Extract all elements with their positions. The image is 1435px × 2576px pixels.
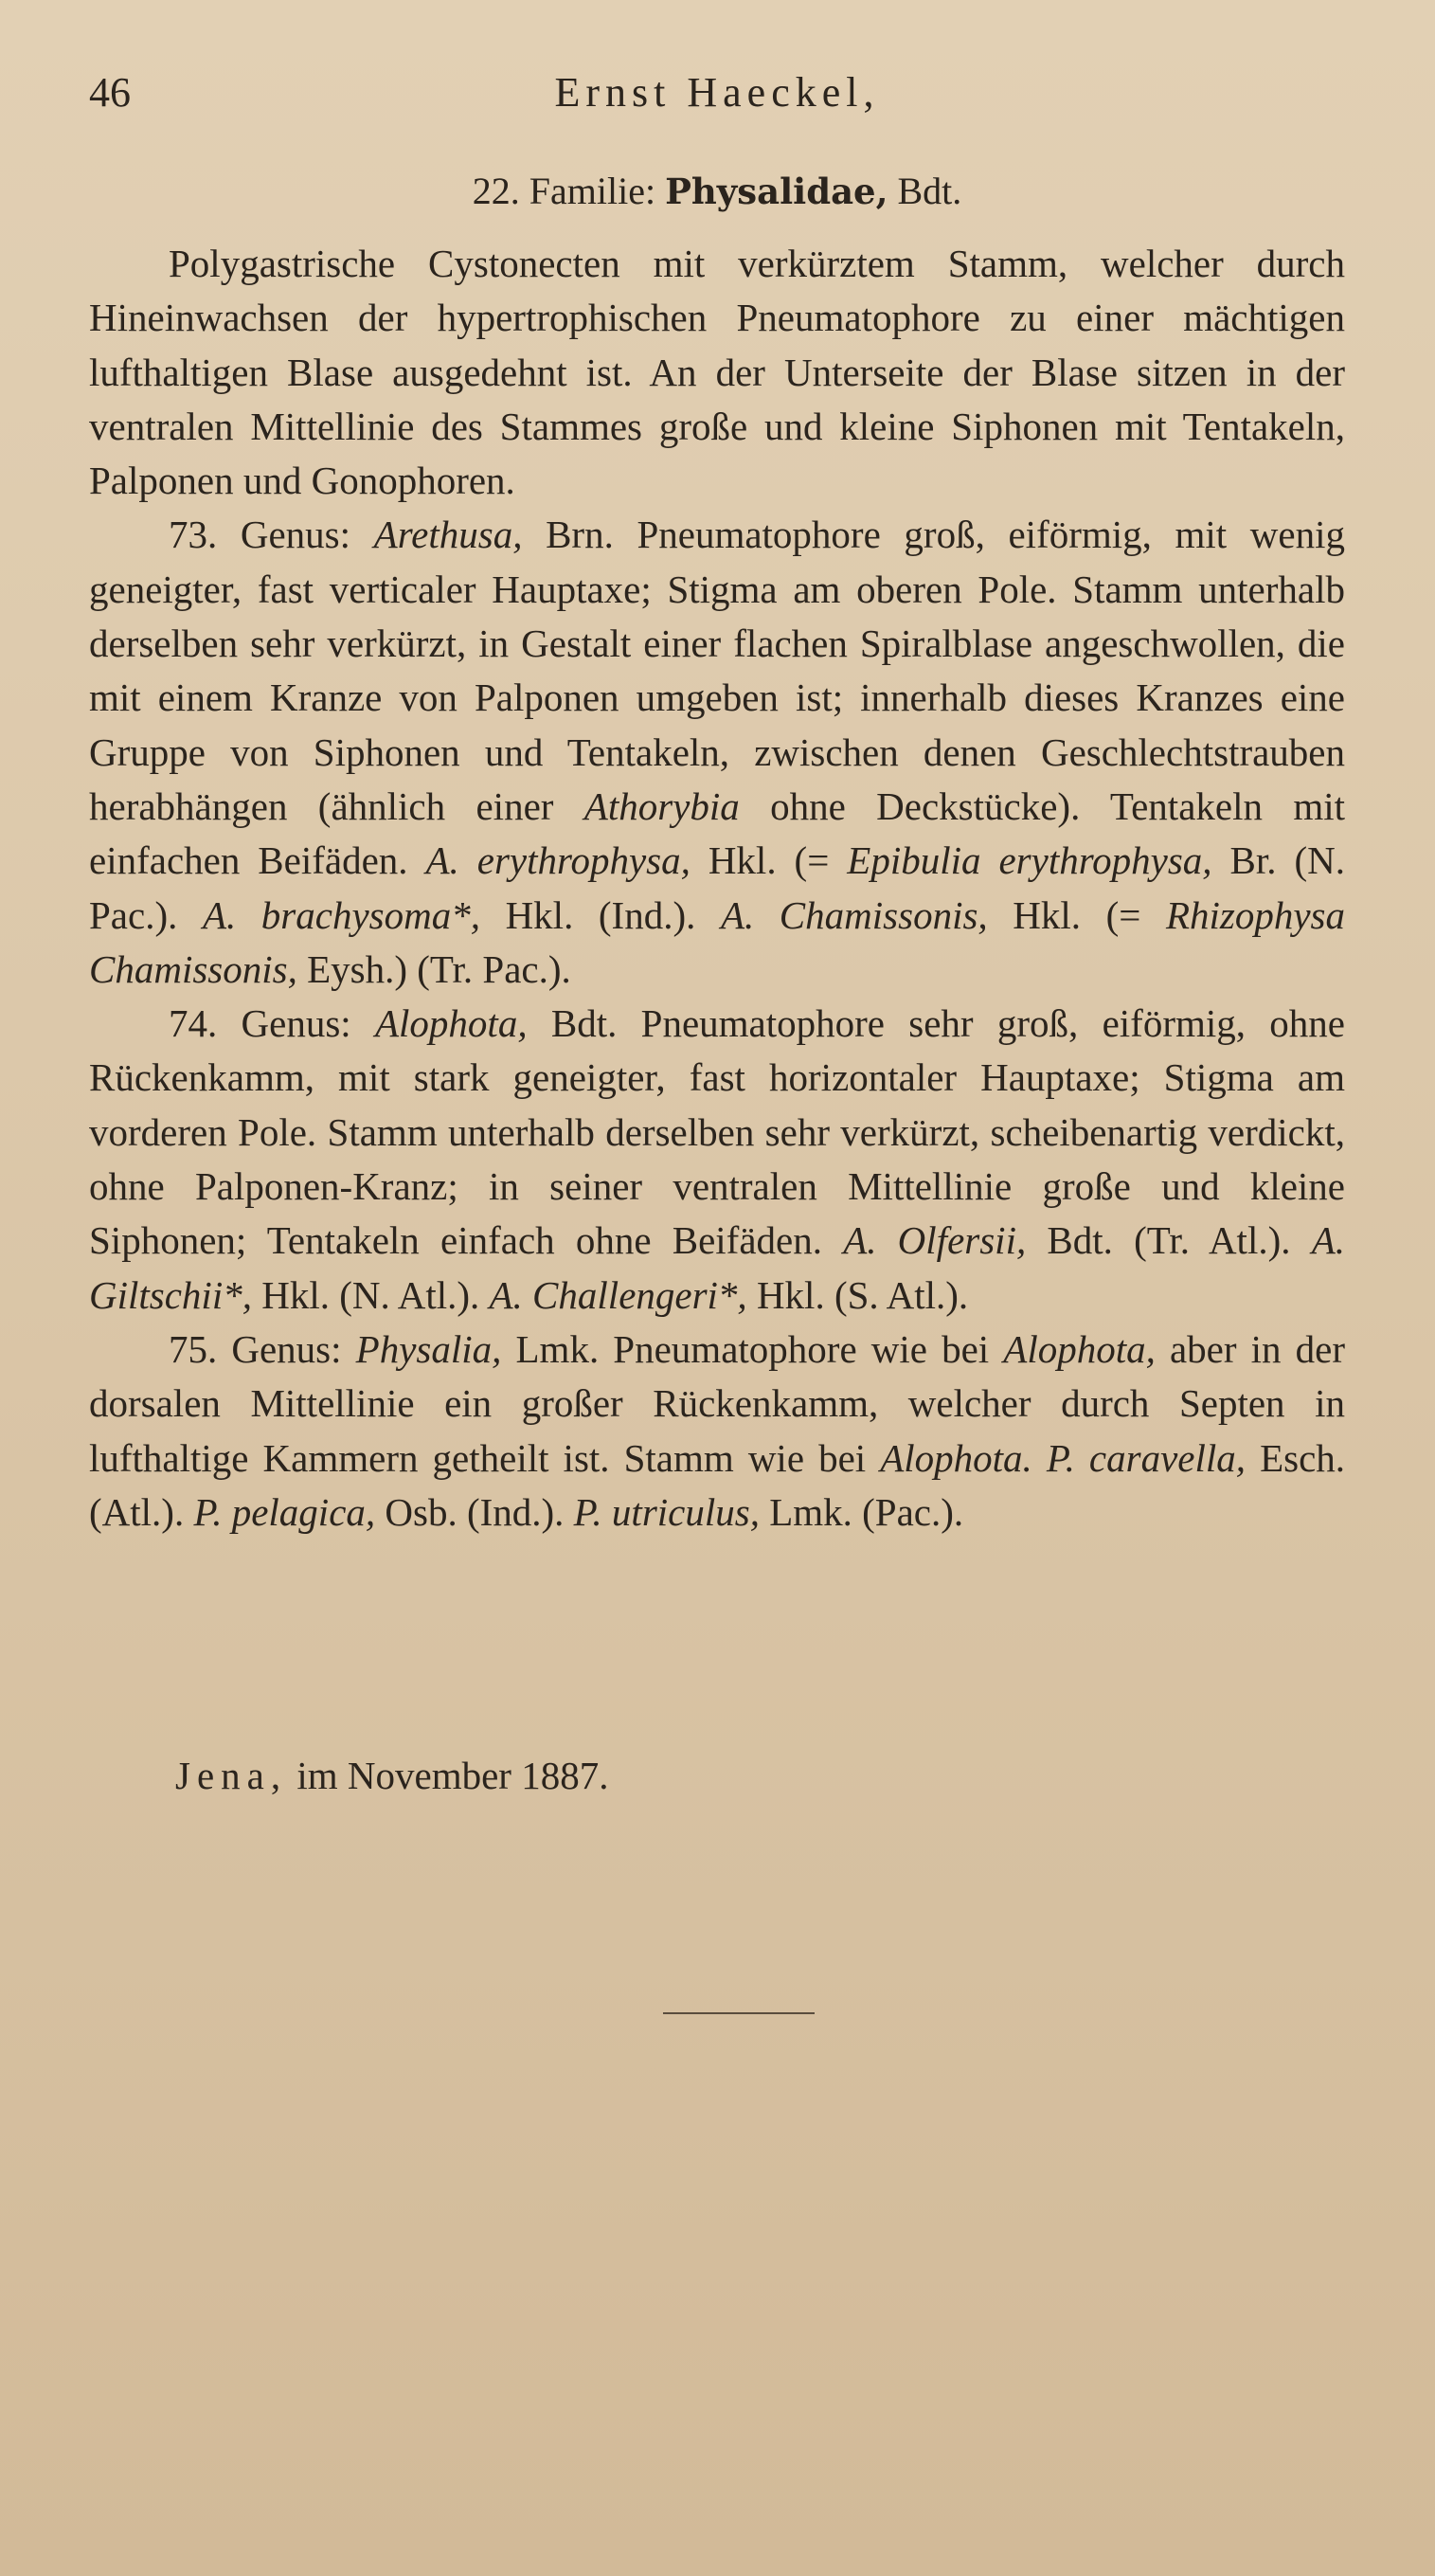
genus-75-text-4: Esch. (Atl.).: [89, 1435, 1346, 1534]
genus-74-text-4: Hkl. (S. Atl.).: [746, 1272, 969, 1317]
genus-74-italic-1: A. Olfersii,: [843, 1218, 1027, 1263]
genus-73-italic-5: A. Chamissonis,: [720, 892, 988, 937]
family-authority: Bdt.: [897, 170, 962, 212]
genus-73-text-7: Eysh.) (Tr. Pac.).: [296, 946, 571, 991]
genus-74-text-2: Bdt. (Tr. Atl.).: [1026, 1218, 1312, 1263]
section-heading-prefix: 22. Familie:: [472, 170, 656, 212]
dateline: [175, 1753, 608, 1798]
genus-73-italic-2: A. erythrophysa,: [425, 838, 691, 883]
family-name: Physalidae,: [665, 171, 888, 212]
genus-75-italic-4: P. pelagica,: [193, 1489, 376, 1534]
body-text: [89, 237, 1345, 1540]
genus-75-text-3: [1032, 1436, 1047, 1480]
genus-75-name: Physalia,: [355, 1326, 502, 1371]
genus-75-text-5: Osb. (Ind.).: [375, 1489, 574, 1534]
genus-73-name: Arethusa,: [373, 513, 523, 557]
genus-74-paragraph: [89, 997, 1345, 1323]
running-head: [89, 68, 1345, 116]
family-description: Polygastrische Cystonecten mit verkürztem Stamm, welcher durch Hineinwachsen der hypertrophischen Pneumatophore zu einer mächtigen lufthaltigen Blase ausgedehnt ist. An der Unterseite der Blase sitzen in der ventralen Mittellinie des Stammes große und kleine Siphonen mit Tentakeln, Palponen und Gonophoren.: [89, 242, 1345, 503]
genus-74-text-1: Bdt. Pneumatophore sehr groß, eiförmig, ohne Rückenkamm, mit stark geneigter, fast horizontaler Hauptaxe; Stigma am vorderen Pole. Stamm unterhalb derselben sehr verkürzt, scheibenartig verdickt, ohne Palponen-Kranz; in seiner ventralen Mittellinie große und kleine Siphonen; Tentakeln einfach ohne Beifäden.: [89, 1001, 1346, 1263]
genus-75-lead: 75. Genus:: [169, 1326, 342, 1371]
genus-73-text-2: ohne Deckstücke). Tentakeln mit einfachen Beifäden.: [89, 784, 1346, 883]
page-number: 46: [89, 69, 131, 116]
genus-74-name: Alophota,: [375, 1001, 528, 1046]
closing-rule: [663, 2012, 815, 2014]
genus-73-text-3: Hkl. (=: [690, 838, 848, 883]
genus-73-italic-4: A. brachysoma*,: [202, 892, 480, 937]
genus-73-paragraph: [89, 508, 1345, 997]
genus-73-lead: 73. Genus:: [169, 513, 351, 557]
genus-73-italic-1: Athorybia: [583, 784, 740, 828]
genus-75-text-6: Lmk. (Pac.).: [759, 1489, 964, 1534]
genus-73-text-6: Hkl. (=: [987, 892, 1166, 937]
genus-73-italic-3: Epibulia erythrophysa,: [847, 838, 1212, 883]
genus-75-italic-3: P. caravella,: [1046, 1435, 1247, 1480]
genus-75-paragraph: [89, 1323, 1345, 1540]
genus-74-text-3: Hkl. (N. Atl.).: [251, 1272, 490, 1317]
genus-73-italic-6: Rhizophysa Chamissonis,: [89, 892, 1345, 991]
dateline-date: im November 1887.: [287, 1754, 609, 1797]
genus-73-text-1: Brn. Pneumatophore groß, eiförmig, mit wenig geneigter, fast verticaler Hauptaxe; Stigma am oberen Pole. Stamm unterhalb derselben sehr verkürzt, in Gestalt einer flachen Spiralblase angeschwollen, die mit einem Kranze von Palponen umgeben ist; innerhalb dieses Kranzes eine Gruppe von Siphonen und Tentakeln, zwischen denen Geschlechtstrauben herabhängen (ähnlich einer: [89, 513, 1345, 828]
genus-73-text-4: Br. (N. Pac.).: [89, 838, 1345, 937]
genus-74-lead: 74. Genus:: [169, 1001, 351, 1046]
genus-75-text-2: aber in der dorsalen Mittellinie ein großer Rückenkamm, welcher durch Septen in lufthaltige Kammern getheilt ist. Stamm wie bei: [89, 1326, 1346, 1480]
genus-73-text-5: Hkl. (Ind.).: [479, 892, 721, 937]
genus-75-italic-5: P. utriculus,: [573, 1489, 760, 1534]
section-heading: [89, 169, 1345, 213]
running-head-author: Ernst Haeckel,: [554, 69, 880, 116]
genus-75-italic-1: Alophota,: [1003, 1326, 1156, 1371]
genus-75-text-1: Lmk. Pneumatophore wie bei: [501, 1326, 1004, 1371]
genus-74-italic-2: A. Giltschii*,: [89, 1218, 1345, 1317]
genus-74-italic-3: A. Challengeri*,: [489, 1272, 747, 1317]
genus-75-italic-2: Alophota.: [880, 1435, 1032, 1480]
dateline-city: Jena,: [175, 1754, 288, 1797]
